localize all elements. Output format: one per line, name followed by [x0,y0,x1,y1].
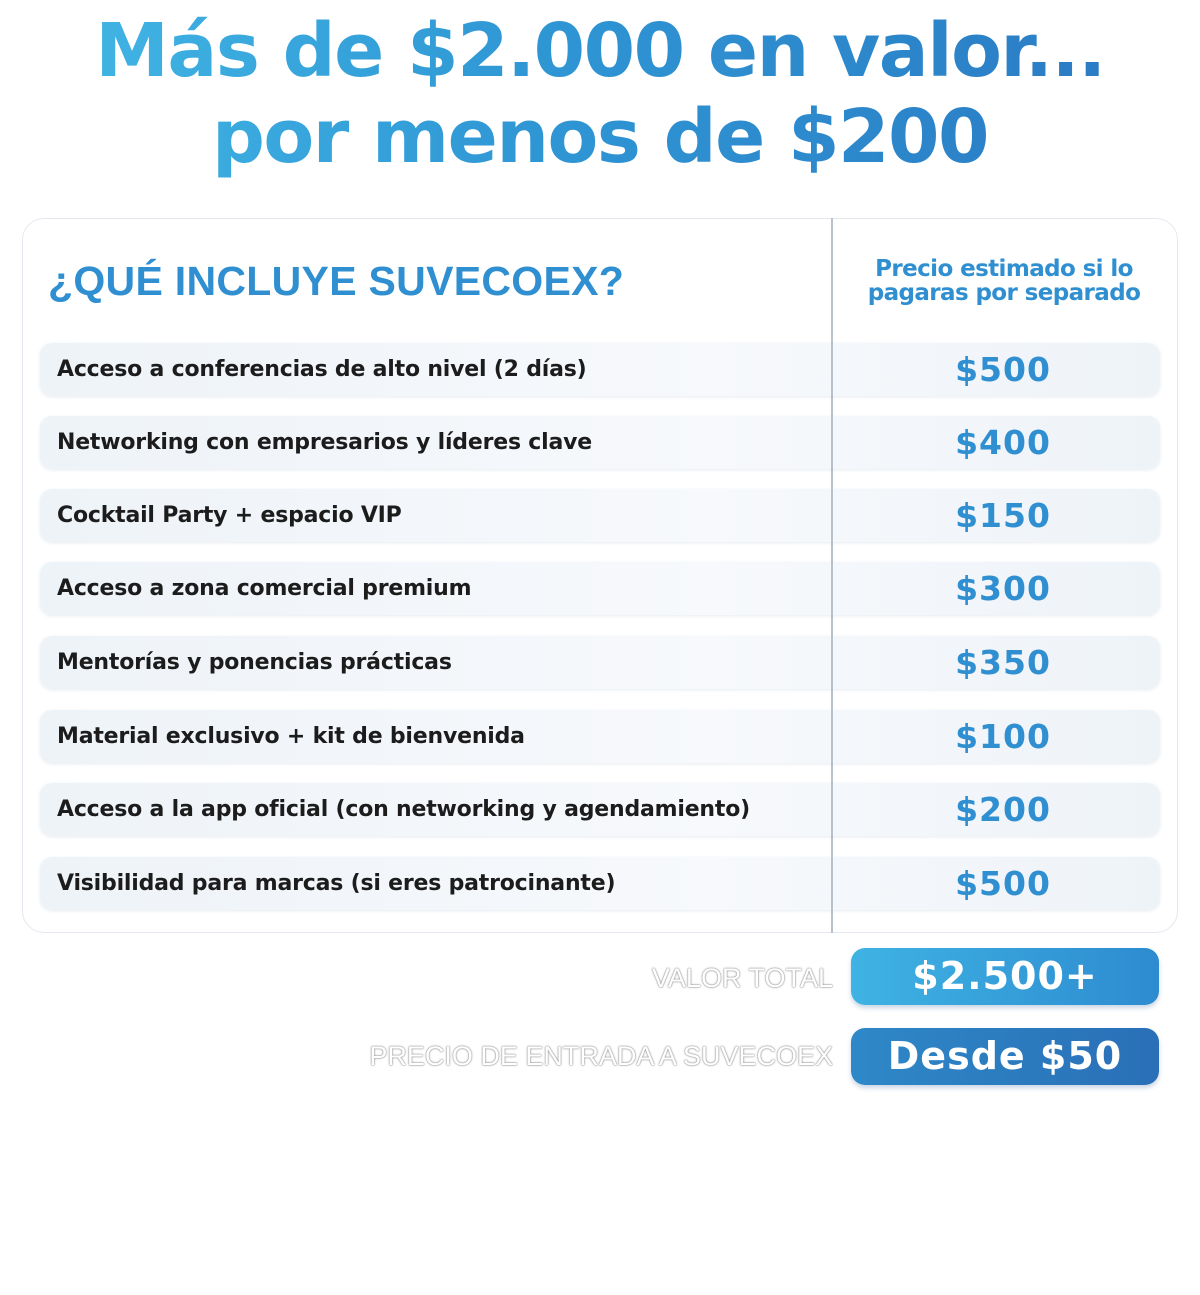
table-row [40,489,1160,542]
row-label: Acceso a zona comercial premium [57,576,472,601]
row-label: Networking con empresarios y líderes clave [57,430,592,455]
total-value-label: VALOR TOTAL [651,963,833,993]
headline [0,8,1200,180]
table-row [40,710,1160,763]
row-label: Acceso a conferencias de alto nivel (2 días) [57,357,587,382]
table-row [40,343,1160,396]
table-row [40,416,1160,469]
row-price: $100 [955,717,1051,756]
row-label: Mentorías y ponencias prácticas [57,650,452,675]
row-price: $500 [955,350,1051,389]
row-divider [831,857,833,910]
row-divider [831,562,833,615]
row-divider [831,710,833,763]
row-label: Cocktail Party + espacio VIP [57,503,402,528]
headline-line-2: por menos de $200 [211,94,989,180]
headline-line-1: Más de $2.000 en valor... [95,8,1105,94]
row-price: $300 [955,569,1051,608]
row-label: Material exclusivo + kit de bienvenida [57,724,525,749]
table-row [40,857,1160,910]
row-price: $350 [955,643,1051,682]
row-divider [831,489,833,542]
row-label: Acceso a la app oficial (con networking y agendamiento) [57,797,750,822]
row-label: Visibilidad para marcas (si eres patrocinante) [57,871,616,896]
row-price: $400 [955,423,1051,462]
row-divider [831,343,833,396]
entry-price-badge: Desde $50 [851,1028,1159,1085]
row-divider [831,783,833,836]
table-row [40,636,1160,689]
row-price: $150 [955,496,1051,535]
section-title: ¿QUÉ INCLUYE SUVECOEX? [48,258,625,304]
row-divider [831,416,833,469]
row-price: $200 [955,790,1051,829]
table-row [40,562,1160,615]
row-price: $500 [955,864,1051,903]
table-row [40,783,1160,836]
price-column-header: Precio estimado si lo pagaras por separado [867,256,1141,306]
row-divider [831,636,833,689]
total-value-badge: $2.500+ [851,948,1159,1005]
entry-price-label: PRECIO DE ENTRADA A SUVECOEX [369,1041,833,1071]
